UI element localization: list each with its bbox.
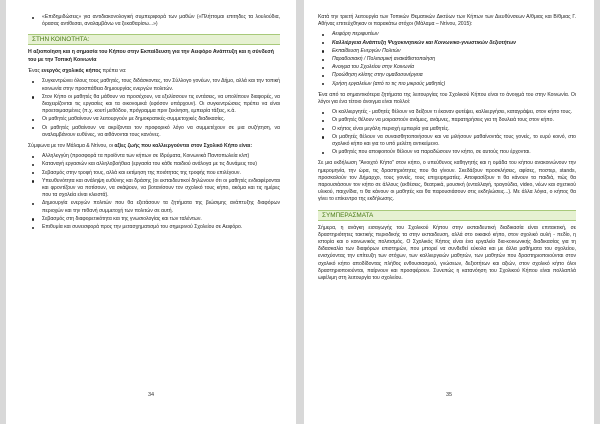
- left-page: [6, 0, 296, 424]
- list-item: Ο κήπος είναι μεγάλη περιοχή εμπειρία για μαθητές.: [318, 126, 576, 133]
- left-top-bullets: [28, 14, 280, 28]
- community-section-title: ΣΤΗΝ ΚΟΙΝΟΤΗΤΑ:: [28, 34, 280, 45]
- networks-intro: Κατά την τριετή λειτουργία των Τοπικών Θεματικών Δικτύων των Κήπων των Διευθύνσεων Α/θμιας και Β/θμιας Γ. Αθήνας επιτεύχθηκαν οι παρακάτω στόχοι (Μάλαμα – Ντίνου, 2015):: [318, 14, 576, 28]
- active-garden-intro: Ένας ενεργός σχολικός κήπος πρέπει να:: [28, 68, 127, 75]
- list-item: Συγκεντρώνει όλους τους μαθητές, τους διδάσκοντες, τον Σύλλογο γονέων, τον Δήμο, αλλά και την τοπική κοινωνία στην προσπάθεια δημιουργίας ενεργών πολιτών.: [28, 78, 280, 92]
- list-item: «Επιδημιδώσεις» για αντιδιακονολογική συμπεριφορά των μαθών («Πλήττομαι επιτηδες τα λουλούδια, όρασας αντίθεσαι, αναλαμβάνω να ξεκαθαρίσω...»): [28, 14, 280, 28]
- list-item: Υπευθυνότητα και ανάληψη ευθύνης και δράσης (οι εκπαιδευτικοί δηλώνουν ότι οι μαθητές ενδιαφέρονται και φροντίζουν να ποτίσουν, να σκάψουν, να βοτανίσουν τον σχολικό τους κήπο, ακόμα και τις ημέρες που τα σχολεία είναι κλειστά).: [28, 178, 280, 200]
- goal-item: Παραδοσιακή / Πολιτισμική ανακάθιστοποίηση: [318, 56, 576, 63]
- goal-item: Προώθηση κλίσης στην ομαδοσυνέργεια: [318, 72, 576, 79]
- list-item: Οι μαθητές που αποφοιτούν θέλουν να παραδώσουν τον κήπο, σε αυτούς που έρχονται.: [318, 149, 576, 156]
- goal-item: Αειφόρη περιφυτέων: [318, 31, 576, 38]
- active-garden-list: [28, 78, 280, 139]
- goal-item: Καλλιέργεια Ανάπτυξη Ψυχοκινητικών και Κοινωνικο-γνωστικών δεξιοτήτων: [318, 40, 576, 47]
- page-number-left: 34: [147, 392, 155, 398]
- life-values-list: [28, 153, 280, 231]
- list-item: Οι μαθητές θέλουν να συναισθητοποιήσουν και να μιλήσουν μαθαίνοντάς τους γονείς, το ευρύ κοινό, στο σχολικό κήπο και για το υπό μελέτη αντικείμενο.: [318, 134, 576, 148]
- list-item: Οι μαθητές θέλουν να μοιραστούν ανάμεις, ανάμνες, παρατηρήσεις για τη δουλειά τους στον κήπο.: [318, 117, 576, 124]
- reasons-list: [318, 109, 576, 156]
- goal-item: Ανοιγμα του Σχολείου στην Κοινωνία: [318, 64, 576, 71]
- goal-item: Χρήση εργαλείων (από το τις πιο μικρούς μαθητές): [318, 81, 576, 88]
- open-garden-paragraph: Σε μια εκδήλωση "Ανοιχτό Κήπο" στον κήπο, ο υπεύθυνος καθηγητής και η ομάδα του κήπου ανακοινώνουν την ημερομηνία, την ώρα, τις δραστηριότητες που θα γίνουν. Σκεδάζουν προσκλήσεις, αφίσες, ποστερ, stands, προσκαλούν τον Δήμαρχο, τους γονείς, τους επιχειρηματίες. Αποφασίζουν τι θα κάνουν τα παιδιά, πώς θα παρουσιάσουν τον κήπο σε άλλους (εκθέσεις, θεατρικά, μουσική (ενταλλαγή, τραγούδια, video, νέων και σχετικού υλικού, παιχνίδια, τι θα κάνουν οι μαθητές και θα παρουσιάσουν στις εκδηλώσεις...). Με άλλα λόγια, ο κήπος θα γίνει το επίκεντρο της εκδήλωσης.: [318, 160, 576, 203]
- list-item: Οι μαθητές μαθαίνουν να ακρίζονται τον προφορικό λόγο να συμμετέχουν σε μια συζήτηση, να αναλαμβάνουν ευθύνες, να αιθάνονται τους κανόνες.: [28, 125, 280, 139]
- conclusions-section-title: ΣΥΜΠΕΡΑΣΜΑΤΑ: [318, 210, 576, 221]
- list-item: Επιθυμία και συνεισφορά προς την μετασχηματισμό του σημερινού Σχολείου σε Αειφόρο.: [28, 224, 280, 231]
- goals-list: [318, 31, 576, 87]
- list-item: Αλληλεγγύη (προσφορά τα προϊόντα των κήπων σε Ιδρύματα, Κοινωνικά Παντοπωλεία κλπ): [28, 153, 280, 160]
- list-item: Σεβασμός στη διαφορετικότητα και της γνωσιολογίας και των ταλέντων.: [28, 216, 280, 223]
- list-item: Δημιουργία ενεργών πολιτών που θα εξετάσουν τα ζητήματα της βιώσιμης ανάπτυξης διαφόρων περιοχών και την πιθανή συμμετοχή των πολιτών σε αυτή.: [28, 200, 280, 214]
- list-item: Καταναγή εργασιών και αλληλοβοήθεια (εργασία του κάθε παιδιού ανάλογα με τις δυνάμεις του): [28, 161, 280, 168]
- list-item: Στον Κήπο οι μαθητές θα μάθουν να προσέχουν, να εξελίσσουν τις εντάσεις, να υπολίπουν διαφορές, να διαχειρίζονται τις εργασίες και τα οικονομικά (εφόσον υπάρχουν). Οι συγκεντρώσεις πρέπει να είναι προετοιμασμένες (π.χ. κουτί μεθόδου, πρόγραμμα πριν ξεκίνηση, εμπειρία τάξεις, κ.ά.: [28, 94, 280, 116]
- conclusions-paragraph: Σήμερα, η ανάγκη εισαγωγής του Σχολικού Κήπου στην εκπαιδευτική διαδικασία είναι επιτακτική, σε δραστηριότητες τακτικής περιοδικής τα στην εκπαιδευση, αλλά στο οικιακό κήπο, στον σχολικό αυλή - πεδίο, η ιστορία και ο κοινωνικός πολιτισμός. Ο Σχολικός Κήπος είναι ένα εργαλείο δια-κοινωνικής διαδικασίας για τη διδασκαλία των διαφόρων επιστημών, που μπορεί να συνδεθεί εύκολα και με άλλα μαθήματα του σχολείου, ενισχύοντας την επίτευξη των στόχων, των καλλιεργειών μαθητών, των μαθητών που δραστηριοποιούνται στον σχολικό κήπο αποδίδοντας πλήθος ενθουσιασμού, γνώσεων, δεξιοτήτων και αξιών, στον σχολικό κήπο όλοι δραστηριοποιούνται, παίρνουν και προσφέρουν. Συνεπώς η κατανόηση του Σχολικού Κήπου είναι πολλαπλά ωφέλιμη στη λειτουργία του σχολείου.: [318, 224, 576, 282]
- page-number-right: 35: [445, 392, 453, 398]
- list-item: Οι μαθητές μαθαίνουν να λειτουργούν με δημοκρατικές-συμμετοχικές διαδικασίες.: [28, 116, 280, 123]
- community-heading: Η αξιοποίηση και η σημασία του Κήπου στην Εκπαίδευση για την Αειφόρο Ανάπτυξη και η σύνδεσή του με την Τοπική Κοινωνία: [28, 49, 274, 63]
- list-item: Σεβασμός στην τροφή τους, αλλά και εκτίμηση της ποιότητας της τροφής που επιλέγουν.: [28, 170, 280, 177]
- list-item: Οι καλλιεργητές - μαθητές θέλουν να δείξουν τι έκαναν φυτέψει, καλλιεργήσει, καταγράψει, στον κήπο τους.: [318, 109, 576, 116]
- life-values-intro: Σύμφωνα με τον Μάλαμα & Ντίνου, οι αξίες ζωής που καλλιεργούνται στον Σχολικό Κήπο είναι:: [28, 143, 253, 150]
- opening-paragraph: Ένα από τα σημαντικότερα ζητήματα της λειτουργίας του Σχολικού Κήπου είναι το άνοιγμά του στην Κοινωνία. Οι λόγοι για ένα τέτοιο άνοιγμα είναι πολλοί:: [318, 91, 576, 106]
- right-page: [304, 0, 594, 424]
- goal-item: Εκπαίδευση Ενεργών Πολιτών: [318, 48, 576, 55]
